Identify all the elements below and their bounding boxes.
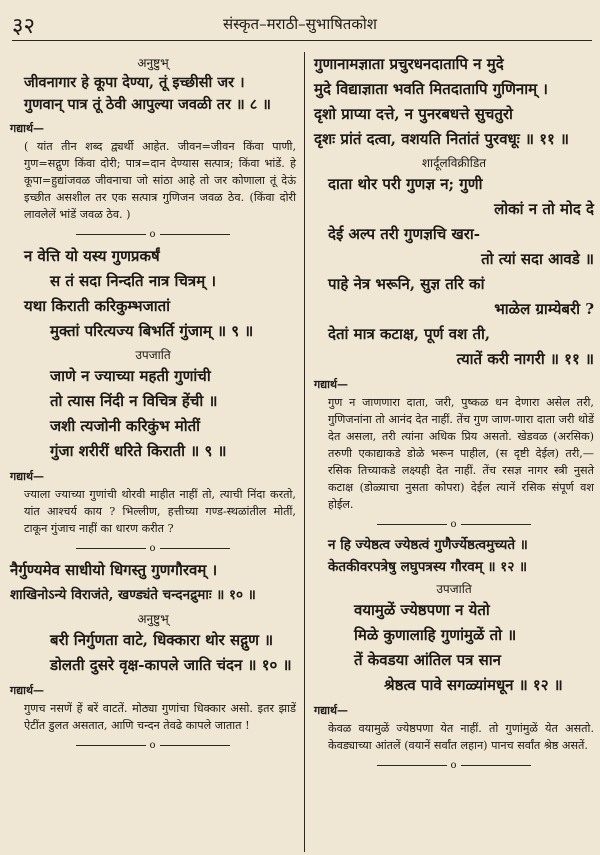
marathi-verse [10,364,296,464]
verse-line: पाहे नेत्र भरूनि, सुज्ञ तरि कां [328,275,485,293]
sanskrit-verse [314,52,594,152]
verse-line: शाखिनोऽन्ये विराजंते, खण्ड्यंते चन्दनद्रुमाः ॥ १० ॥ [10,587,256,603]
verse-line: मुदे विद्याज्ञाता भवति मितदातापि गुणिनाम् । [314,80,548,98]
verse-line: स तं सदा निन्दति नात्र चित्रम् । [50,272,217,290]
verse-line: गुणवान् पात्र तूं ठेवी आपुल्या जवळी तर ॥ ८ ॥ [24,96,271,113]
verse-line: बरी निर्गुणता वाटे, धिक्कारा थोर सद्गुण ॥ [50,631,274,649]
verse-line: गुणानामज्ञाता प्रचुरधनदातापि न मुदे [314,55,504,73]
verse-line: नैर्गुण्यमेव साधीयो धिगस्तु गुणगौरवम् । [10,561,218,579]
prose-paragraph: गुण न जाणणारा दाता, जरी, पुष्कळ धन देणारा असेल तरी, गुणिजनांना तो आनंद देत नाहीं. तेंच गुण जाण-णारा दाता जरी थोडें देत असला, तरी त्यांना अधिक प्रिय असतो. खेडवळ (अरसिक) तरुणी एकाद्याकडे डोळे भरून पाहील, (स दृष्टी देईल) तरी,—रसिक तिच्याकडे लक्ष्यही देत नाहीं. तेंच रसज्ञ नागर स्त्री नुसते कटाक्ष (डोळ्याचा नुसता कोपरा) देईल त्यानें रसिक संपूर्ण वश होईल. [328,396,594,511]
page-number: ३२ [12,14,35,39]
separator: o [10,543,296,554]
prose-paragraph: केवळ वयामुळें ज्येष्ठपणा येत नाहीं. तो गुणांमुळें येत असतो. केवड्याच्या आंतलें (वयानें सर्वांत लहान) पानच सर्वांत श्रेष्ठ असतें. [328,722,594,752]
verse-line: भाळेल ग्राम्येबरी ? [494,300,594,318]
marathi-verse [10,72,296,116]
meter-label: शार्दूलविक्रीडित [421,156,487,170]
meter-label: अनुष्टुभ् [137,56,169,70]
verse-line: श्रेष्ठत्व पावे सगळ्यांमधून ॥ १२ ॥ [384,676,563,694]
prose-paragraph: गुणच नसणें हें बरें वाटतें. मोठ्या गुणांचा धिक्कार असो. इतर झाडें ऐटींत डुलत असतात, आणि चन्दन तेवढे कापले जातात ! [24,702,296,732]
verse-line: तो त्यास निंदी न विचित्र हेंची ॥ [50,392,218,410]
sanskrit-verse [10,558,296,608]
verse-line: गुंजा शरीरीं धरिते किराती ॥ ९ ॥ [50,442,227,460]
meter-label: उपजाति [436,582,472,596]
meter-label: अनुष्टुभ् [137,612,169,626]
verse-line: दृशः प्रांतं दत्वा, वशयति नितांतं पुरवधूः ॥ ११ ॥ [314,130,570,148]
marathi-verse [314,598,594,698]
gathartha-label: गद्यार्थ— [314,378,349,391]
verse-line: तें केवडया आंतिल पत्र सान [354,651,501,669]
verse-line: मुक्तां परित्यज्य बिभर्ति गुंजाम् ॥ ९ ॥ [50,322,254,340]
gathartha-label: गद्यार्थ— [10,684,45,697]
prose-paragraph: ज्याला ज्याच्या गुणांची थोरवी माहीत नाहीं तो, त्याची निंदा करतो, यांत आश्चर्य काय ? भिल्लीण, हत्तीच्या गण्ड-स्थळांतील मोतीं, टाकून गुंजाच नाहीं का धारण करीत ? [24,488,296,535]
marathi-verse [314,172,594,372]
verse-line: न वेत्ति यो यस्य गुणप्रकर्षं [24,247,160,265]
verse-line: देतां मात्र कटाक्ष, पूर्ण वश ती, [328,325,491,343]
verse-line: दाता थोर परी गुणज्ञ न; गुणी [328,175,483,193]
verse-line: लोकां न तो मोद दे [494,200,594,218]
verse-line: जीवनागार हे कूपा देण्या, तूं इच्छीसी जर । [24,74,245,91]
header-rule [12,40,592,41]
prose-paragraph: ( यांत तीन शब्द द्व्यर्थी आहेत. जीवन=जीवन किंवा पाणी, गुण=सद्गुण किंवा दोरी; पात्र=दान देण्यास सत्पात्र; किंवा भांडें. हे कूपा=हुद्यांजवळ जीवनाचा जो सांठा आहे तो जर कोणाला तूं देऊं इच्छीत असशील तर एक सत्पात्र गुणिजन जवळ ठेव. (किंवा दोरी लावलेलें भांडें जवळ ठेव. ) [24,140,296,221]
verse-line: केतकीवरपत्रेषु लघुपत्रस्य गौरवम् ॥ १२ ॥ [328,559,528,575]
marathi-verse [10,628,296,678]
verse-line: तो त्यां सदा आवडे ॥ [481,250,594,268]
verse-line: जाणे न ज्याच्या महती गुणांची [50,367,211,385]
verse-line: न हि ज्येष्ठत्व ज्येष्ठत्वं गुणैर्ज्येष्ठत्वमुच्यते ॥ [328,537,528,553]
verse-line: वयामुळें ज्येष्ठपणा न येतो [354,601,490,619]
left-column [10,52,296,755]
meter-label: उपजाति [135,348,171,362]
sanskrit-verse [314,534,594,578]
separator: o [314,760,594,771]
gathartha-label: गद्यार्थ— [10,122,45,135]
verse-line: यथा किराती करिकुम्भजातां [24,297,171,315]
verse-line: जशी त्यजोनी करिकुंभ मोतीं [50,417,201,435]
column-divider [304,52,305,852]
right-column [314,52,594,775]
separator: o [10,229,296,240]
verse-line: डोलती दुसरे वृक्ष-कापले जाति चंदन ॥ १० ॥ [50,656,292,674]
separator: o [314,519,594,530]
verse-line: दृशो प्राप्या दत्ते, न पुनरबधत्ते सुचतुरो [314,105,513,123]
gathartha-label: गद्यार्थ— [10,470,45,483]
verse-line: देई अल्प तरी गुणज्ञचि खरा- [328,225,481,243]
verse-line: मिळे कुणालाहि गुणांमुळें तो ॥ [354,626,517,644]
running-title: संस्कृत–मराठी–सुभाषितकोश [223,15,377,33]
separator: o [10,740,296,751]
gathartha-label: गद्यार्थ— [314,704,349,717]
verse-line: त्यातें करी नागरी ॥ ११ ॥ [456,350,594,368]
sanskrit-verse [10,244,296,344]
page-header [0,6,600,42]
